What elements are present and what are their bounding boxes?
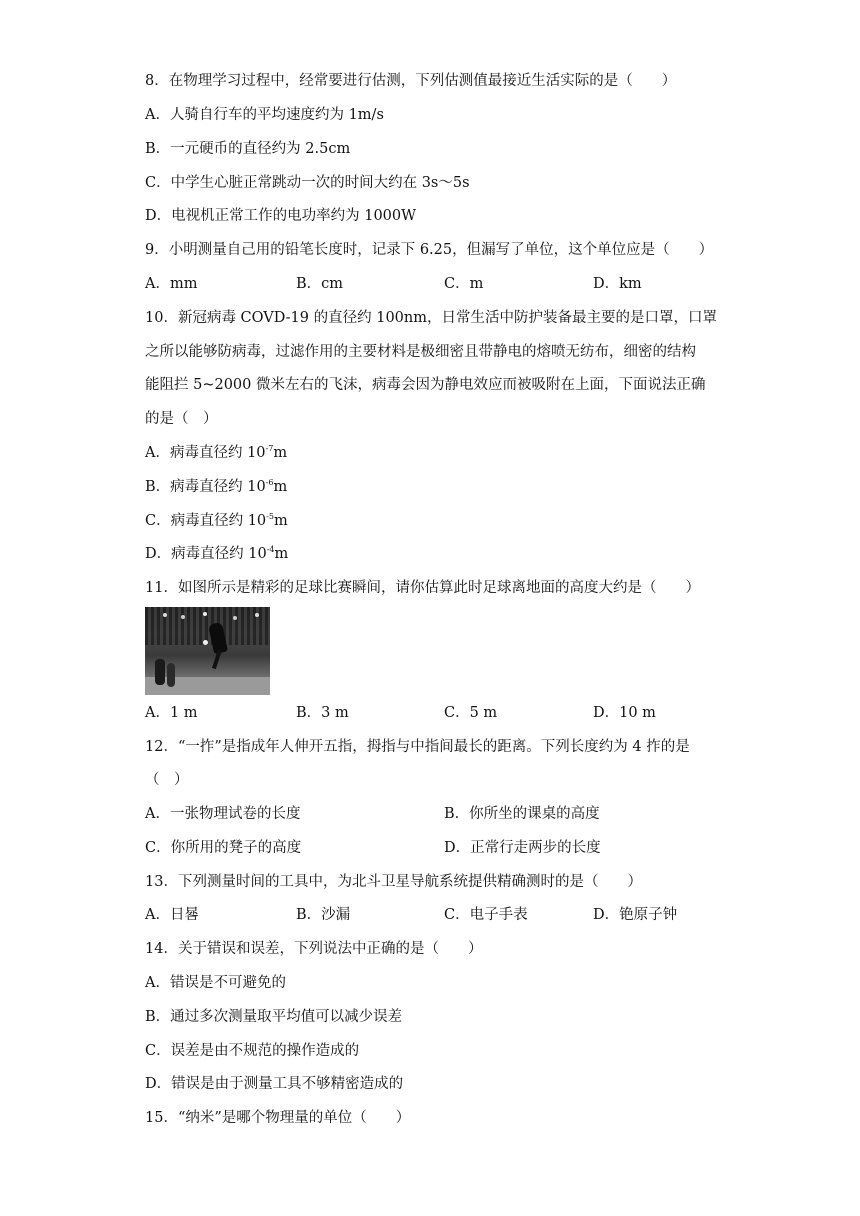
question-11-option-a: A．1 m: [145, 705, 198, 721]
option-d-unit: m: [274, 546, 289, 562]
question-14-option-b: B．通过多次测量取平均值可以减少误差: [145, 1009, 403, 1025]
option-b-exponent: -6: [265, 478, 274, 487]
question-10-stem-line-3: 能阻拦 5~2000 微米左右的飞沫，病毒会因为静电效应而被吸附在上面，下面说法正确: [145, 377, 706, 393]
question-10-stem-line-4: 的是（ ）: [145, 411, 218, 427]
option-d-text: D．病毒直径约 10: [145, 546, 267, 562]
question-13-stem: 13．下列测量时间的工具中，为北斗卫星导航系统提供精确测时的是（ ）: [145, 874, 642, 890]
question-8-option-b: B．一元硬币的直径约为 2.5cm: [145, 141, 351, 157]
question-11-option-b: B．3 m: [296, 705, 349, 721]
question-12-option-d: D．正常行走两步的长度: [444, 840, 601, 856]
question-12-options-row-1: [0, 805, 860, 823]
question-10-stem-line-1: 10．新冠病毒 COVD-19 的直径约 100nm，日常生活中防护装备最主要的是口罩，口罩: [145, 310, 717, 326]
soccer-match-photo: [145, 607, 270, 695]
question-12-stem-line-1: 12．“一拃”是指成年人伸开五指，拇指与中指间最长的距离。下列长度约为 4 拃的是: [145, 739, 690, 755]
question-9-stem: 9．小明测量自己用的铅笔长度时，记录下 6.25，但漏写了单位，这个单位应是（ ）: [145, 242, 714, 258]
question-13-options: [0, 906, 860, 924]
option-b-unit: m: [273, 479, 288, 495]
question-9-option-b: B．cm: [296, 276, 344, 292]
question-14-option-c: C．误差是由不规范的操作造成的: [145, 1043, 360, 1059]
question-10-stem-line-2: 之所以能够防病毒，过滤作用的主要材料是极细密且带静电的熔喷无纺布，细密的结构: [145, 344, 696, 360]
question-8-option-d: D．电视机正常工作的电功率约为 1000W: [145, 208, 417, 224]
question-9-option-a: A．mm: [145, 276, 198, 292]
question-10-option-b: [145, 478, 287, 496]
option-b-text: B．病毒直径约 10: [145, 479, 266, 495]
soccer-ball: [203, 640, 208, 645]
question-10-option-d: [145, 545, 288, 563]
question-14-stem: 14．关于错误和误差，下列说法中正确的是（ ）: [145, 941, 483, 957]
question-13-option-b: B．沙漏: [296, 907, 351, 923]
player-figure: [167, 663, 175, 687]
question-12-option-b: B．你所坐的课桌的高度: [444, 806, 600, 822]
question-9-options: [0, 275, 860, 293]
stadium-lights: [163, 613, 167, 617]
option-d-exponent: -4: [266, 545, 275, 554]
question-8-stem: 8．在物理学习过程中，经常要进行估测，下列估测值最接近生活实际的是（ ）: [145, 73, 677, 89]
question-15-stem: 15．“纳米”是哪个物理量的单位（ ）: [145, 1110, 411, 1126]
question-11-options: [0, 704, 860, 722]
option-a-text: A．病毒直径约 10: [145, 445, 266, 461]
question-11-option-c: C．5 m: [444, 705, 498, 721]
option-a-exponent: -7: [265, 444, 274, 453]
question-8-option-a: A．人骑自行车的平均速度约为 1m/s: [145, 107, 384, 123]
question-9-option-c: C．m: [444, 276, 484, 292]
question-11-stem: 11．如图所示是精彩的足球比赛瞬间，请你估算此时足球离地面的高度大约是（ ）: [145, 580, 700, 596]
option-a-unit: m: [273, 445, 288, 461]
question-14-option-a: A．错误是不可避免的: [145, 975, 286, 991]
question-13-option-c: C．电子手表: [444, 907, 528, 923]
player-figure: [155, 659, 165, 685]
question-12-option-c: C．你所用的凳子的高度: [145, 840, 302, 856]
question-10-option-c: [145, 512, 288, 530]
question-8-option-c: C．中学生心脏正常跳动一次的时间大约在 3s～5s: [145, 175, 470, 191]
question-12-option-a: A．一张物理试卷的长度: [145, 806, 301, 822]
question-12-stem-line-2: （ ）: [145, 772, 189, 788]
question-13-option-d: D．铯原子钟: [593, 907, 678, 923]
question-11-option-d: D．10 m: [593, 705, 656, 721]
question-10-option-a: [145, 444, 287, 462]
option-c-unit: m: [273, 513, 288, 529]
option-c-exponent: -5: [266, 512, 274, 521]
option-c-text: C．病毒直径约 10: [145, 513, 267, 529]
question-14-option-d: D．错误是由于测量工具不够精密造成的: [145, 1076, 404, 1092]
question-9-option-d: D．km: [593, 276, 642, 292]
question-13-option-a: A．日晷: [145, 907, 199, 923]
question-12-options-row-2: [0, 839, 860, 857]
